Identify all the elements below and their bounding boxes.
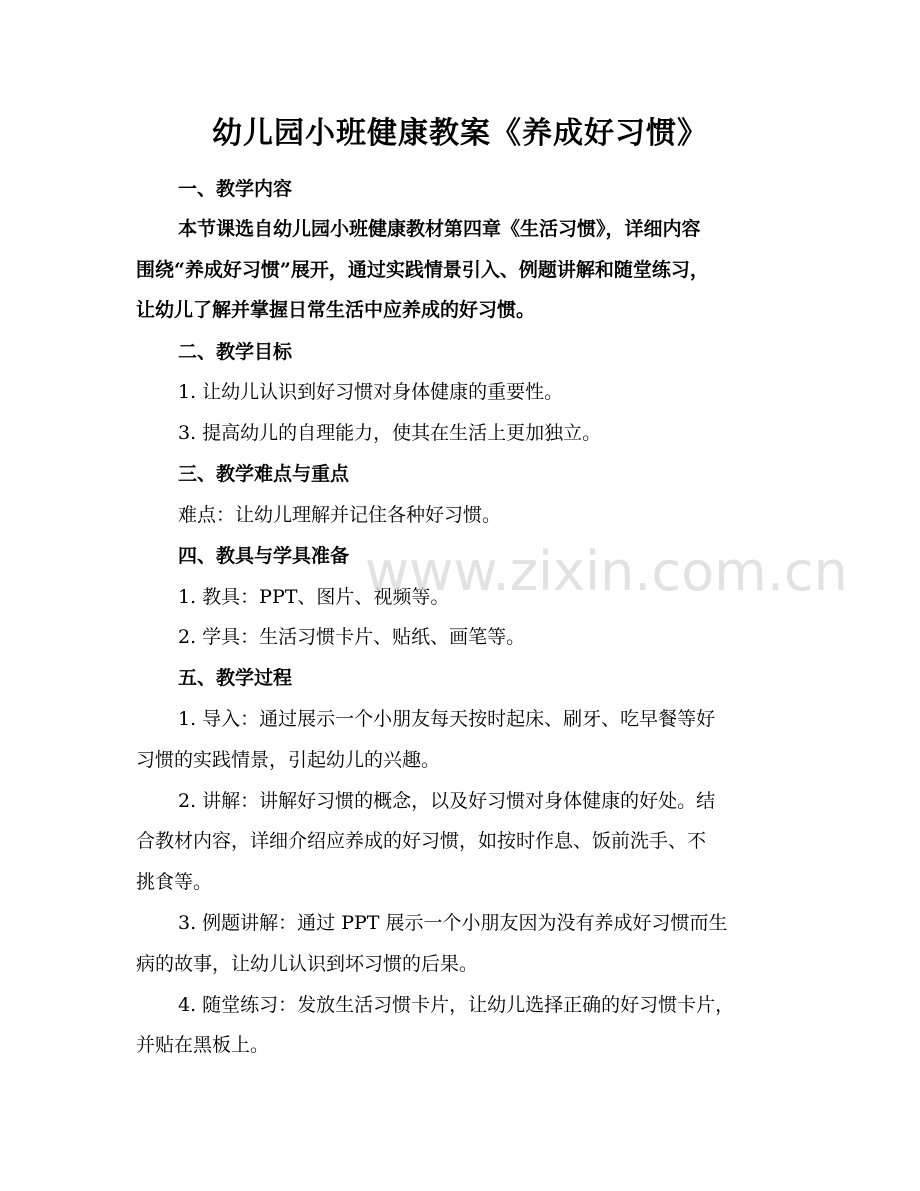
watermark: www.zixin.com.cn (365, 540, 848, 603)
section-heading: 二、教学目标 (178, 341, 293, 363)
paragraph-line: 难点：让幼儿理解并记住各种好习惯。 (178, 504, 502, 526)
document-title: 幼儿园小班健康教案《养成好习惯》 (212, 116, 708, 151)
paragraph-line: 1. 导入：通过展示一个小朋友每天按时起床、刷牙、吃早餐等好 (178, 708, 716, 730)
section-heading: 一、教学内容 (178, 178, 293, 200)
section-heading: 四、教具与学具准备 (178, 545, 350, 567)
paragraph-line: 3. 提高幼儿的自理能力，使其在生活上更加独立。 (178, 422, 602, 444)
section-heading: 五、教学过程 (178, 667, 293, 689)
paragraph-line: 挑食等。 (136, 871, 213, 893)
paragraph-line: 4. 随堂练习：发放生活习惯卡片，让幼儿选择正确的好习惯卡片， (178, 994, 735, 1016)
paragraph-line: 让幼儿了解并掌握日常生活中应养成的好习惯。 (136, 299, 536, 321)
paragraph-line: 围绕“养成好习惯”展开，通过实践情景引入、例题讲解和随堂练习， (136, 259, 709, 281)
paragraph-line: 3. 例题讲解：通过 PPT 展示一个小朋友因为没有养成好习惯而生 (178, 912, 728, 934)
section-heading: 三、教学难点与重点 (178, 463, 350, 485)
paragraph-line: 习惯的实践情景，引起幼儿的兴趣。 (136, 749, 441, 771)
paragraph-line: 本节课选自幼儿园小班健康教材第四章《生活习惯》，详细内容 (178, 218, 701, 240)
paragraph-line: 2. 讲解：讲解好习惯的概念，以及好习惯对身体健康的好处。结 (178, 790, 716, 812)
paragraph-line: 1. 教具：PPT、图片、视频等。 (178, 586, 450, 608)
paragraph-line: 合教材内容，详细介绍应养成的好习惯，如按时作息、饭前洗手、不 (136, 830, 707, 852)
paragraph-line: 2. 学具：生活习惯卡片、贴纸、画笔等。 (178, 626, 526, 648)
paragraph-line: 1. 让幼儿认识到好习惯对身体健康的重要性。 (178, 381, 564, 403)
paragraph-line: 病的故事，让幼儿认识到坏习惯的后果。 (136, 953, 479, 975)
paragraph-line: 并贴在黑板上。 (136, 1034, 270, 1056)
